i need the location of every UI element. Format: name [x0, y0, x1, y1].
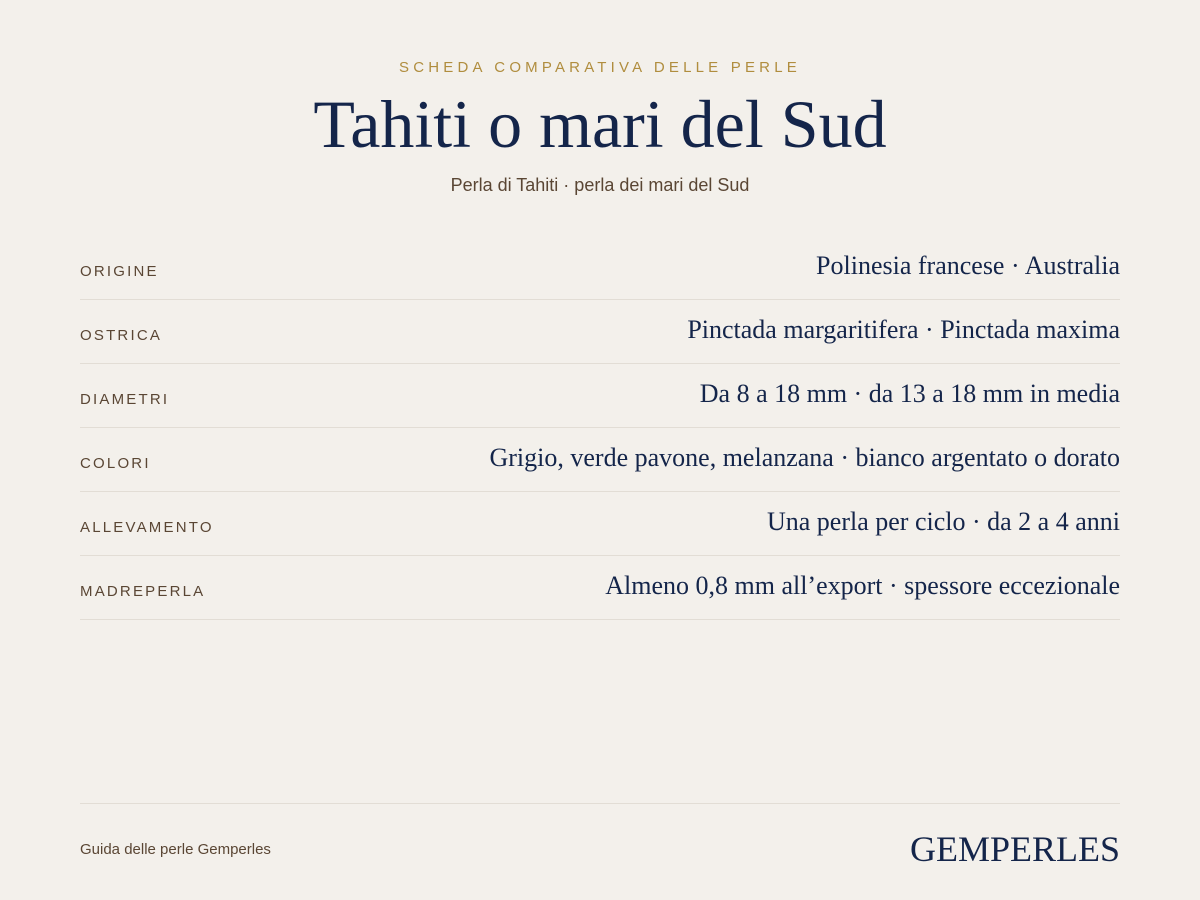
page-eyebrow: SCHEDA COMPARATIVA DELLE PERLE	[399, 59, 801, 76]
table-row-diametri	[80, 364, 1120, 428]
brand-logo: GEMPERLES	[909, 829, 1120, 869]
row-value: Da 8 a 18 mm · da 13 a 18 mm in media	[699, 379, 1120, 408]
page-title: Tahiti o mari del Sud	[313, 86, 887, 162]
comparison-table	[80, 236, 1120, 620]
row-label: MADREPERLA	[80, 583, 206, 600]
row-label: ORIGINE	[80, 263, 159, 280]
row-label: ALLEVAMENTO	[80, 519, 214, 536]
row-value: Grigio, verde pavone, melanzana · bianco argentato o dorato	[489, 443, 1120, 472]
row-value: Polinesia francese · Australia	[816, 251, 1120, 280]
row-value: Almeno 0,8 mm all’export · spessore eccezionale	[605, 571, 1120, 600]
row-label: COLORI	[80, 455, 151, 472]
row-value: Pinctada margaritifera · Pinctada maxima	[687, 315, 1120, 344]
table-row-ostrica	[80, 300, 1120, 364]
page-subtitle: Perla di Tahiti · perla dei mari del Sud	[450, 175, 750, 195]
footer-note: Guida delle perle Gemperles	[80, 841, 271, 858]
row-label: DIAMETRI	[80, 391, 170, 408]
footer-divider	[80, 803, 1120, 804]
table-row-colori	[80, 428, 1120, 492]
row-label: OSTRICA	[80, 327, 163, 344]
table-row-origine	[80, 236, 1120, 300]
row-value: Una perla per ciclo · da 2 a 4 anni	[766, 507, 1120, 536]
table-row-allevamento	[80, 492, 1120, 556]
table-row-madreperla	[80, 556, 1120, 620]
